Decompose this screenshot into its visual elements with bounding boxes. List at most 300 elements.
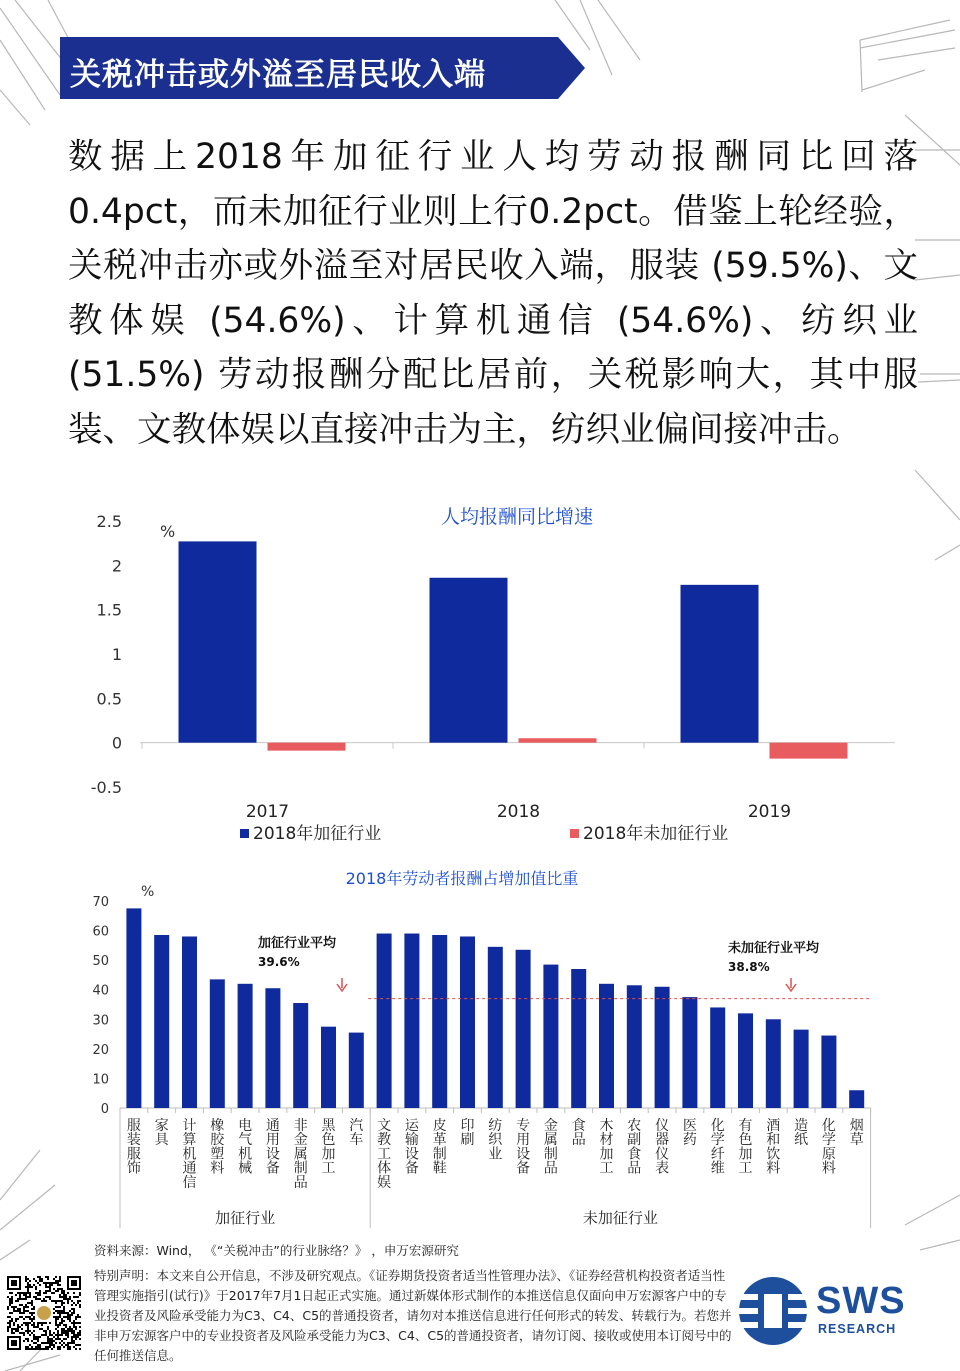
logo-text: SWS (816, 1280, 906, 1322)
annotation-label: 未加征行业平均 (728, 941, 820, 956)
qr-module (77, 1334, 79, 1336)
qr-module (55, 1280, 57, 1282)
bar-tariffed-2018 (430, 578, 508, 743)
qr-module (55, 1310, 57, 1312)
x-tick-label: 农副食品 (627, 1118, 642, 1177)
annotation-value: 39.6% (258, 955, 300, 969)
qr-module (19, 1332, 21, 1334)
qr-module (29, 1318, 31, 1320)
qr-module (35, 1326, 37, 1328)
qr-module (17, 1326, 19, 1328)
qr-module (45, 1330, 47, 1332)
qr-module (15, 1328, 17, 1330)
qr-module (59, 1324, 61, 1326)
sws-logo (736, 1274, 932, 1348)
qr-module (71, 1308, 73, 1310)
qr-module (29, 1296, 31, 1298)
qr-module (19, 1304, 21, 1306)
qr-module (79, 1316, 81, 1318)
qr-module (49, 1298, 51, 1300)
qr-module (31, 1320, 33, 1322)
qr-module (65, 1316, 67, 1318)
qr-module (57, 1324, 59, 1326)
qr-module (75, 1304, 77, 1306)
qr-module (75, 1318, 77, 1320)
qr-module (55, 1302, 57, 1304)
qr-module (27, 1310, 29, 1312)
qr-module (61, 1340, 63, 1342)
y-tick-label: 0 (111, 733, 122, 753)
qr-module (31, 1340, 33, 1342)
bar-non-tariffed-2017 (268, 743, 346, 751)
qr-module (75, 1328, 77, 1330)
qr-module (29, 1286, 31, 1288)
qr-module (49, 1344, 51, 1346)
qr-module (27, 1316, 29, 1318)
qr-module (7, 1296, 9, 1298)
qr-module (9, 1320, 11, 1322)
qr-module (35, 1346, 37, 1348)
qr-module (61, 1288, 63, 1290)
qr-module (43, 1282, 45, 1284)
qr-module (53, 1340, 55, 1342)
qr-module (49, 1340, 51, 1342)
title-banner (60, 37, 585, 99)
qr-module (47, 1326, 49, 1328)
bar-木材加工 (599, 984, 614, 1108)
down-arrow-icon (337, 978, 347, 991)
qr-module (67, 1300, 69, 1302)
qr-module (57, 1338, 59, 1340)
qr-module (39, 1278, 41, 1280)
qr-module (19, 1326, 21, 1328)
qr-module (45, 1290, 47, 1292)
qr-module (49, 1330, 51, 1332)
disclaimer: 特别声明：本文来自公开信息，不涉及研究观点。《证券期货投资者适当性管理办法》、《证券经营机构投资者适当性管理实施指引(试行)》于2017年7月1日起正式实施。通过新媒体形式制作的本推送信息仅面向申万宏源客户中的专业投资者及风险承受能力为C3、C4、C5的普通投资者，请勿对本推送信息进行任何形式的转发、转载行为。若您并非申万宏源客户中的专业投资者及风险承受能力为C3、C4、C5的普通投资者，请勿订阅、接收或使用本订阅号中的任何推送信息。 (94, 1268, 732, 1363)
qr-module (63, 1330, 65, 1332)
qr-module (27, 1306, 29, 1308)
bar-服装服饰 (126, 908, 141, 1108)
qr-module (41, 1328, 43, 1330)
qr-module (69, 1320, 71, 1322)
qr-module (29, 1280, 31, 1282)
qr-module (9, 1322, 11, 1324)
qr-module (19, 1310, 21, 1312)
qr-module (59, 1338, 61, 1340)
qr-module (61, 1328, 63, 1330)
qr-module (35, 1336, 37, 1338)
bar-橡胶塑料 (210, 979, 225, 1108)
qr-module (35, 1286, 37, 1288)
qr-module (73, 1292, 75, 1294)
qr-module (79, 1338, 81, 1340)
qr-module (73, 1320, 75, 1322)
qr-module (35, 1338, 37, 1340)
qr-module (53, 1346, 55, 1348)
qr-module (57, 1332, 59, 1334)
qr-module (9, 1300, 11, 1302)
qr-module (19, 1308, 21, 1310)
qr-module (67, 1318, 69, 1320)
qr-module (59, 1296, 61, 1298)
qr-module (73, 1322, 75, 1324)
qr-module (37, 1276, 39, 1278)
qr-module (29, 1302, 31, 1304)
qr-module (11, 1300, 13, 1302)
qr-module (73, 1332, 75, 1334)
qr-module (35, 1292, 37, 1294)
qr-module (19, 1292, 21, 1294)
bar-化学纤维 (710, 1007, 725, 1108)
qr-module (39, 1298, 41, 1300)
y-tick-label: 30 (92, 1013, 109, 1029)
qr-module (7, 1322, 9, 1324)
qr-module (51, 1348, 53, 1350)
qr-module (35, 1280, 37, 1282)
qr-module (75, 1296, 77, 1298)
qr-module (31, 1304, 33, 1306)
y-tick-label: 1.5 (96, 600, 122, 620)
qr-module (71, 1314, 73, 1316)
qr-module (67, 1292, 69, 1294)
qr-module (55, 1290, 57, 1292)
qr-module (61, 1296, 63, 1298)
x-tick-label: 家具 (154, 1118, 169, 1149)
qr-module (53, 1344, 55, 1346)
qr-module (11, 1328, 13, 1330)
x-tick-label: 非金属制品 (293, 1118, 308, 1191)
qr-module (13, 1322, 15, 1324)
qr-module (43, 1322, 45, 1324)
qr-module (35, 1296, 37, 1298)
qr-module (67, 1328, 69, 1330)
qr-module (33, 1284, 35, 1286)
qr-module (7, 1330, 9, 1332)
qr-module (31, 1308, 33, 1310)
qr-module (77, 1314, 79, 1316)
bar-农副食品 (627, 985, 642, 1108)
qr-module (75, 1338, 77, 1340)
qr-module (79, 1332, 81, 1334)
qr-module (55, 1306, 57, 1308)
qr-module (49, 1322, 51, 1324)
qr-module (37, 1348, 39, 1350)
qr-module (63, 1306, 65, 1308)
qr-module (53, 1300, 55, 1302)
qr-module (37, 1298, 39, 1300)
qr-module (61, 1302, 63, 1304)
qr-module (39, 1336, 41, 1338)
qr-module (31, 1346, 33, 1348)
qr-module (77, 1316, 79, 1318)
x-tick-label: 印刷 (460, 1118, 475, 1149)
x-tick-label: 黑色加工 (321, 1118, 336, 1177)
qr-module (13, 1324, 15, 1326)
qr-module (9, 1326, 11, 1328)
qr-module (67, 1348, 69, 1350)
y-tick-label: 60 (92, 924, 109, 940)
qr-module (27, 1324, 29, 1326)
bar-tariffed-2017 (179, 541, 257, 742)
qr-module (39, 1344, 41, 1346)
annotation-label: 加征行业平均 (258, 936, 337, 951)
qr-module (67, 1336, 69, 1338)
qr-module (9, 1312, 11, 1314)
qr-module (55, 1328, 57, 1330)
bar-金属制品 (543, 965, 558, 1108)
qr-module (51, 1342, 53, 1344)
qr-module (57, 1310, 59, 1312)
qr-module (21, 1328, 23, 1330)
qr-module (9, 1316, 11, 1318)
qr-module (47, 1328, 49, 1330)
qr-module (61, 1292, 63, 1294)
qr-module (53, 1292, 55, 1294)
qr-module (61, 1310, 63, 1312)
qr-module (33, 1296, 35, 1298)
qr-module (45, 1296, 47, 1298)
bar-黑色加工 (321, 1027, 336, 1108)
group-label: 未加征行业 (582, 1209, 658, 1227)
qr-module (11, 1296, 13, 1298)
qr-module (29, 1322, 31, 1324)
y-tick-label: 40 (92, 983, 109, 999)
qr-module (47, 1340, 49, 1342)
qr-module (25, 1276, 27, 1278)
qr-module (59, 1316, 61, 1318)
qr-module (63, 1320, 65, 1322)
qr-module (27, 1278, 29, 1280)
qr-module (19, 1294, 21, 1296)
y-tick-label: 20 (92, 1042, 109, 1058)
qr-module (25, 1348, 27, 1350)
bar-non-tariffed-2019 (770, 743, 848, 759)
qr-module (57, 1334, 59, 1336)
qr-module (11, 1312, 13, 1314)
qr-module (71, 1340, 73, 1342)
qr-module (61, 1332, 63, 1334)
qr-module (73, 1296, 75, 1298)
qr-module (73, 1324, 75, 1326)
qr-module (41, 1278, 43, 1280)
qr-module (23, 1322, 25, 1324)
qr-finder-core (11, 1280, 17, 1286)
qr-module (57, 1300, 59, 1302)
bar-烟草 (849, 1090, 864, 1108)
qr-module (23, 1312, 25, 1314)
chart-title: 2018年劳动者报酬占增加值比重 (345, 869, 579, 888)
x-tick-label: 汽车 (349, 1118, 364, 1149)
qr-module (47, 1286, 49, 1288)
qr-module (67, 1334, 69, 1336)
qr-module (23, 1298, 25, 1300)
qr-module (45, 1300, 47, 1302)
qr-module (29, 1330, 31, 1332)
qr-module (77, 1322, 79, 1324)
qr-module (39, 1348, 41, 1350)
qr-module (79, 1292, 81, 1294)
qr-module (59, 1306, 61, 1308)
qr-module (31, 1332, 33, 1334)
qr-module (31, 1300, 33, 1302)
qr-module (31, 1324, 33, 1326)
bar-非金属制品 (293, 1003, 308, 1108)
qr-module (55, 1318, 57, 1320)
qr-module (17, 1310, 19, 1312)
x-tick-label: 计算机通信 (182, 1118, 197, 1191)
bar-计算机通信 (182, 936, 197, 1108)
qr-module (13, 1306, 15, 1308)
qr-module (53, 1316, 55, 1318)
qr-module (75, 1334, 77, 1336)
y-tick-label: 2 (111, 556, 122, 576)
bar-食品 (571, 969, 586, 1108)
qr-module (41, 1324, 43, 1326)
qr-module (63, 1312, 65, 1314)
qr-module (11, 1330, 13, 1332)
qr-module (47, 1336, 49, 1338)
qr-module (7, 1316, 9, 1318)
qr-module (57, 1330, 59, 1332)
qr-module (63, 1342, 65, 1344)
qr-module (75, 1348, 77, 1350)
qr-module (29, 1312, 31, 1314)
y-tick-label: 70 (92, 895, 109, 910)
qr-module (57, 1306, 59, 1308)
x-tick-label: 酒和饮料 (766, 1118, 781, 1177)
qr-module (61, 1330, 63, 1332)
qr-module (23, 1334, 25, 1336)
qr-module (9, 1302, 11, 1304)
qr-module (75, 1336, 77, 1338)
x-tick-label: 造纸 (794, 1118, 809, 1149)
source-note: 资料来源：Wind， 《“关税冲击”的行业脉络？》 ，申万宏源研究 (94, 1243, 459, 1258)
qr-module (57, 1290, 59, 1292)
chart-title: 人均报酬同比增速 (440, 506, 594, 528)
y-tick-label: -0.5 (90, 778, 122, 797)
qr-module (59, 1312, 61, 1314)
qr-module (79, 1300, 81, 1302)
x-tick-label: 金属制品 (543, 1118, 558, 1177)
bar-通用设备 (265, 988, 280, 1108)
qr-module (51, 1338, 53, 1340)
qr-module (67, 1316, 69, 1318)
y-unit-label: % (141, 884, 155, 900)
qr-module (23, 1340, 25, 1342)
qr-module (65, 1330, 67, 1332)
y-tick-label: 2.5 (96, 512, 122, 531)
qr-module (41, 1280, 43, 1282)
qr-module (11, 1298, 13, 1300)
qr-module (25, 1278, 27, 1280)
qr-module (21, 1304, 23, 1306)
qr-module (39, 1290, 41, 1292)
qr-module (75, 1322, 77, 1324)
qr-module (77, 1344, 79, 1346)
qr-module (47, 1278, 49, 1280)
qr-module (23, 1308, 25, 1310)
qr-module (45, 1284, 47, 1286)
qr-module (25, 1292, 27, 1294)
qr-module (57, 1312, 59, 1314)
qr-module (47, 1290, 49, 1292)
qr-module (57, 1326, 59, 1328)
qr-module (79, 1334, 81, 1336)
qr-module (21, 1298, 23, 1300)
qr-module (77, 1296, 79, 1298)
qr-module (65, 1294, 67, 1296)
qr-module (51, 1292, 53, 1294)
y-tick-label: 0.5 (96, 689, 122, 709)
bar-tariffed-2019 (681, 585, 759, 743)
bar-non-tariffed-2018 (519, 738, 597, 742)
qr-module (49, 1286, 51, 1288)
qr-module (25, 1338, 27, 1340)
qr-module (67, 1332, 69, 1334)
qr-module (49, 1346, 51, 1348)
qr-module (57, 1318, 59, 1320)
qr-module (17, 1330, 19, 1332)
qr-module (43, 1342, 45, 1344)
qr-module (37, 1326, 39, 1328)
qr-module (63, 1324, 65, 1326)
qr-module (17, 1308, 19, 1310)
qr-module (69, 1346, 71, 1348)
qr-module (15, 1330, 17, 1332)
qr-module (55, 1324, 57, 1326)
qr-module (17, 1324, 19, 1326)
qr-module (59, 1346, 61, 1348)
qr-module (17, 1298, 19, 1300)
qr-module (75, 1316, 77, 1318)
qr-module (15, 1318, 17, 1320)
qr-module (77, 1336, 79, 1338)
qr-module (73, 1334, 75, 1336)
qr-module (29, 1334, 31, 1336)
qr-module (47, 1296, 49, 1298)
qr-module (27, 1322, 29, 1324)
qr-module (41, 1348, 43, 1350)
qr-module (65, 1296, 67, 1298)
qr-module (39, 1322, 41, 1324)
qr-module (25, 1298, 27, 1300)
qr-module (7, 1308, 9, 1310)
qr-module (61, 1304, 63, 1306)
qr-module (47, 1338, 49, 1340)
x-tick-label: 通用设备 (265, 1118, 280, 1177)
qr-module (73, 1312, 75, 1314)
qr-module (71, 1322, 73, 1324)
qr-module (61, 1334, 63, 1336)
qr-module (57, 1316, 59, 1318)
qr-module (29, 1316, 31, 1318)
qr-module (17, 1300, 19, 1302)
qr-module (71, 1312, 73, 1314)
qr-module (61, 1300, 63, 1302)
qr-module (25, 1324, 27, 1326)
qr-module (33, 1330, 35, 1332)
qr-module (51, 1340, 53, 1342)
qr-module (65, 1324, 67, 1326)
qr-module (43, 1334, 45, 1336)
qr-module (63, 1292, 65, 1294)
annotation-value: 38.8% (728, 960, 770, 974)
qr-module (59, 1278, 61, 1280)
qr-module (69, 1318, 71, 1320)
qr-module (27, 1328, 29, 1330)
qr-module (23, 1318, 25, 1320)
qr-module (25, 1286, 27, 1288)
